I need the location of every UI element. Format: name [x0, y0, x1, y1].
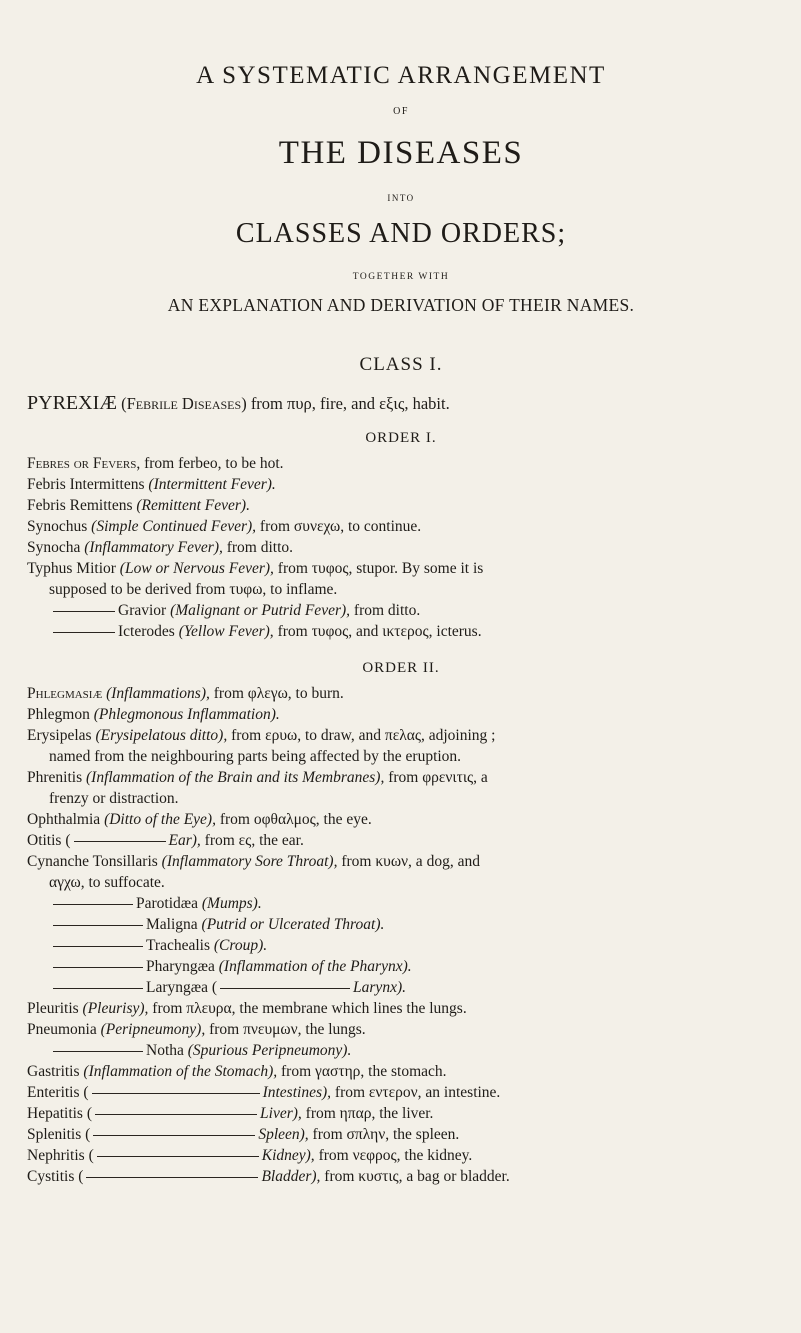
disease-entry [27, 956, 775, 977]
disease-name: Erysipelas [27, 726, 92, 744]
disease-entry [27, 893, 775, 914]
english-name: Intestines), [262, 1083, 332, 1101]
english-name: (Inflammations), [106, 684, 210, 702]
disease-name: Maligna [146, 915, 198, 933]
disease-name: Laryngæa [146, 978, 208, 996]
derivation: from νεφρος, the kidney. [318, 1146, 473, 1164]
derivation-continued: named from the neighbouring parts being affected by the eruption. [49, 747, 462, 765]
disease-entry [27, 1040, 775, 1061]
ditto-dash [53, 988, 143, 989]
english-name: (Mumps). [201, 894, 262, 912]
title-line-1: A SYSTEMATIC ARRANGEMENT [196, 62, 606, 89]
class-paren: (Febrile Diseases) [121, 393, 247, 413]
english-name: Spleen), [258, 1125, 309, 1143]
order-1-list [27, 453, 775, 642]
disease-name: Febris Intermittens [27, 475, 145, 493]
english-name: Kidney), [261, 1146, 315, 1164]
english-name: (Erysipelatous ditto), [95, 726, 228, 744]
derivation-continued: supposed to be derived from τυφω, to inflame. [49, 580, 338, 598]
disease-entry [27, 683, 775, 704]
disease-entry [27, 516, 775, 537]
disease-entry [27, 621, 775, 642]
disease-name: Cystitis [27, 1167, 75, 1185]
disease-name: Ophthalmia [27, 810, 101, 828]
ditto-dash [53, 967, 143, 968]
ditto-dash [53, 946, 143, 947]
disease-name: Febris Remittens [27, 496, 133, 514]
derivation: from φρενιτις, a [388, 768, 488, 786]
english-name: (Inflammation of the Pharynx). [218, 957, 412, 975]
disease-name: Phlegmasiæ [27, 684, 103, 702]
disease-entry [27, 914, 775, 935]
derivation-continued: αγχω, to suffocate. [49, 873, 165, 891]
ditto-dash [74, 841, 166, 842]
derivation: from γαστηρ, the stomach. [281, 1062, 447, 1080]
ditto-dash [92, 1093, 260, 1094]
ditto-dash [53, 904, 133, 905]
derivation: from φλεγω, to burn. [213, 684, 344, 702]
disease-entry [27, 1061, 775, 1082]
disease-entry [27, 495, 775, 516]
disease-name: Pneumonia [27, 1020, 97, 1038]
disease-name: Parotidæa [136, 894, 198, 912]
english-name: (Malignant or Putrid Fever), [170, 601, 351, 619]
derivation: from τυφος, stupor. By some it is [277, 559, 484, 577]
disease-entry [27, 558, 775, 579]
disease-entry: Otitis ( Ear), from ες, the ear. [27, 831, 304, 849]
english-name: Larynx). [353, 978, 406, 996]
derivation: from ες, the ear. [204, 831, 304, 849]
disease-entry: Laryngæa ( Larynx). [27, 977, 775, 998]
title-line-4: INTO [387, 192, 415, 203]
english-name: (Peripneumony), [100, 1020, 206, 1038]
disease-entry [27, 998, 775, 1019]
disease-entry [27, 600, 775, 621]
english-name: (Yellow Fever), [178, 622, 274, 640]
order-1-heading: ORDER I. [365, 429, 437, 446]
derivation: from ερυω, to draw, and πελας, adjoining ; [231, 726, 496, 744]
disease-name: Splenitis [27, 1125, 82, 1143]
class-heading: CLASS I. [359, 353, 443, 375]
disease-name: Febres or Fevers, [27, 454, 141, 472]
disease-name: Nephritis [27, 1146, 85, 1164]
disease-name: Synochus [27, 517, 88, 535]
disease-name: Gravior [118, 601, 167, 619]
ditto-dash [86, 1177, 258, 1178]
english-name: (Intermittent Fever). [148, 475, 276, 493]
disease-entry: Enteritis ( Intestines), from εντερον, an intestine. [27, 1083, 501, 1101]
disease-name: Phrenitis [27, 768, 83, 786]
class-name: PYREXIÆ [27, 391, 118, 414]
disease-entry: Cystitis ( Bladder), from κυστις, a bag or bladder. [27, 1167, 510, 1185]
title-line-5: CLASSES AND ORDERS; [235, 217, 567, 249]
english-name: (Remittent Fever). [136, 496, 250, 514]
disease-entry [27, 1019, 775, 1040]
disease-name: Enteritis [27, 1083, 80, 1101]
english-name: Ear), [168, 831, 201, 849]
disease-entry: Nephritis ( Kidney), from νεφρος, the kidney. [27, 1146, 473, 1164]
ditto-dash [220, 988, 350, 989]
english-name: (Putrid or Ulcerated Throat). [201, 915, 385, 933]
disease-name: Pleuritis [27, 999, 79, 1017]
derivation: from κυστις, a bag or bladder. [324, 1167, 510, 1185]
title-line-6: TOGETHER WITH [352, 271, 450, 282]
disease-entry [27, 474, 775, 495]
derivation: from ηπαρ, the liver. [305, 1104, 434, 1122]
disease-name: Synocha [27, 538, 81, 556]
derivation: from συνεχω, to continue. [259, 517, 422, 535]
title-line-2: OF [393, 105, 409, 117]
derivation: from οφθαλμος, the eye. [219, 810, 372, 828]
disease-entry [27, 935, 775, 956]
disease-entry [27, 809, 775, 830]
english-name: (Inflammation of the Stomach), [83, 1062, 278, 1080]
english-name: (Simple Continued Fever), [91, 517, 257, 535]
ditto-dash [53, 611, 115, 612]
disease-entry [27, 767, 775, 788]
disease-entry [27, 537, 775, 558]
english-name: (Inflammatory Sore Throat), [161, 852, 338, 870]
english-name: (Croup). [213, 936, 268, 954]
ditto-dash [93, 1135, 255, 1136]
disease-entry [27, 704, 775, 725]
ditto-dash [97, 1156, 259, 1157]
derivation: from εντερον, an intestine. [334, 1083, 501, 1101]
disease-name: Otitis [27, 831, 62, 849]
title-line-7: AN EXPLANATION AND DERIVATION OF THEIR NAMES. [167, 294, 635, 315]
disease-name: Icterodes [118, 622, 175, 640]
english-name: (Inflammatory Fever), [84, 538, 223, 556]
title-line-3: THE DISEASES [278, 134, 524, 171]
english-name: (Ditto of the Eye), [104, 810, 216, 828]
derivation: from ditto. [226, 538, 294, 556]
derivation: from ferbeo, to be hot. [144, 454, 284, 472]
derivation: from σπλην, the spleen. [312, 1125, 460, 1143]
english-name: Liver), [260, 1104, 302, 1122]
derivation: from ditto. [353, 601, 421, 619]
disease-name: Gastritis [27, 1062, 80, 1080]
disease-name: Notha [146, 1041, 184, 1059]
derivation-continued: frenzy or distraction. [49, 789, 179, 807]
class-intro [27, 390, 775, 416]
disease-entry [27, 851, 775, 872]
disease-entry [27, 453, 775, 474]
disease-entry: Splenitis ( Spleen), from σπλην, the spleen. [27, 1125, 460, 1143]
derivation: from κυων, a dog, and [341, 852, 480, 870]
derivation: from πνευμων, the lungs. [209, 1020, 366, 1038]
disease-name: Phlegmon [27, 705, 90, 723]
disease-name: Hepatitis [27, 1104, 83, 1122]
english-name: Bladder), [261, 1167, 321, 1185]
english-name: (Low or Nervous Fever), [119, 559, 274, 577]
ditto-dash [53, 925, 143, 926]
english-name: (Phlegmonous Inflammation). [93, 705, 280, 723]
disease-name: Trachealis [146, 936, 210, 954]
disease-name: Pharyngæa [146, 957, 215, 975]
english-name: (Inflammation of the Brain and its Membranes), [86, 768, 385, 786]
class-derivation: from πυρ, fire, and εξις, habit. [250, 393, 450, 413]
derivation: from πλευρα, the membrane which lines the lungs. [152, 999, 467, 1017]
ditto-dash [95, 1114, 257, 1115]
disease-name: Cynanche Tonsillaris [27, 852, 158, 870]
derivation: from τυφος, and ικτερος, icterus. [277, 622, 482, 640]
disease-entry: Hepatitis ( Liver), from ηπαρ, the liver. [27, 1104, 434, 1122]
order-2-list [27, 683, 775, 1187]
english-name: (Spurious Peripneumony). [187, 1041, 352, 1059]
disease-entry [27, 725, 775, 746]
disease-name: Typhus Mitior [27, 559, 116, 577]
english-name: (Pleurisy), [82, 999, 149, 1017]
ditto-dash [53, 632, 115, 633]
ditto-dash [53, 1051, 143, 1052]
order-2-heading: ORDER II. [362, 659, 440, 676]
